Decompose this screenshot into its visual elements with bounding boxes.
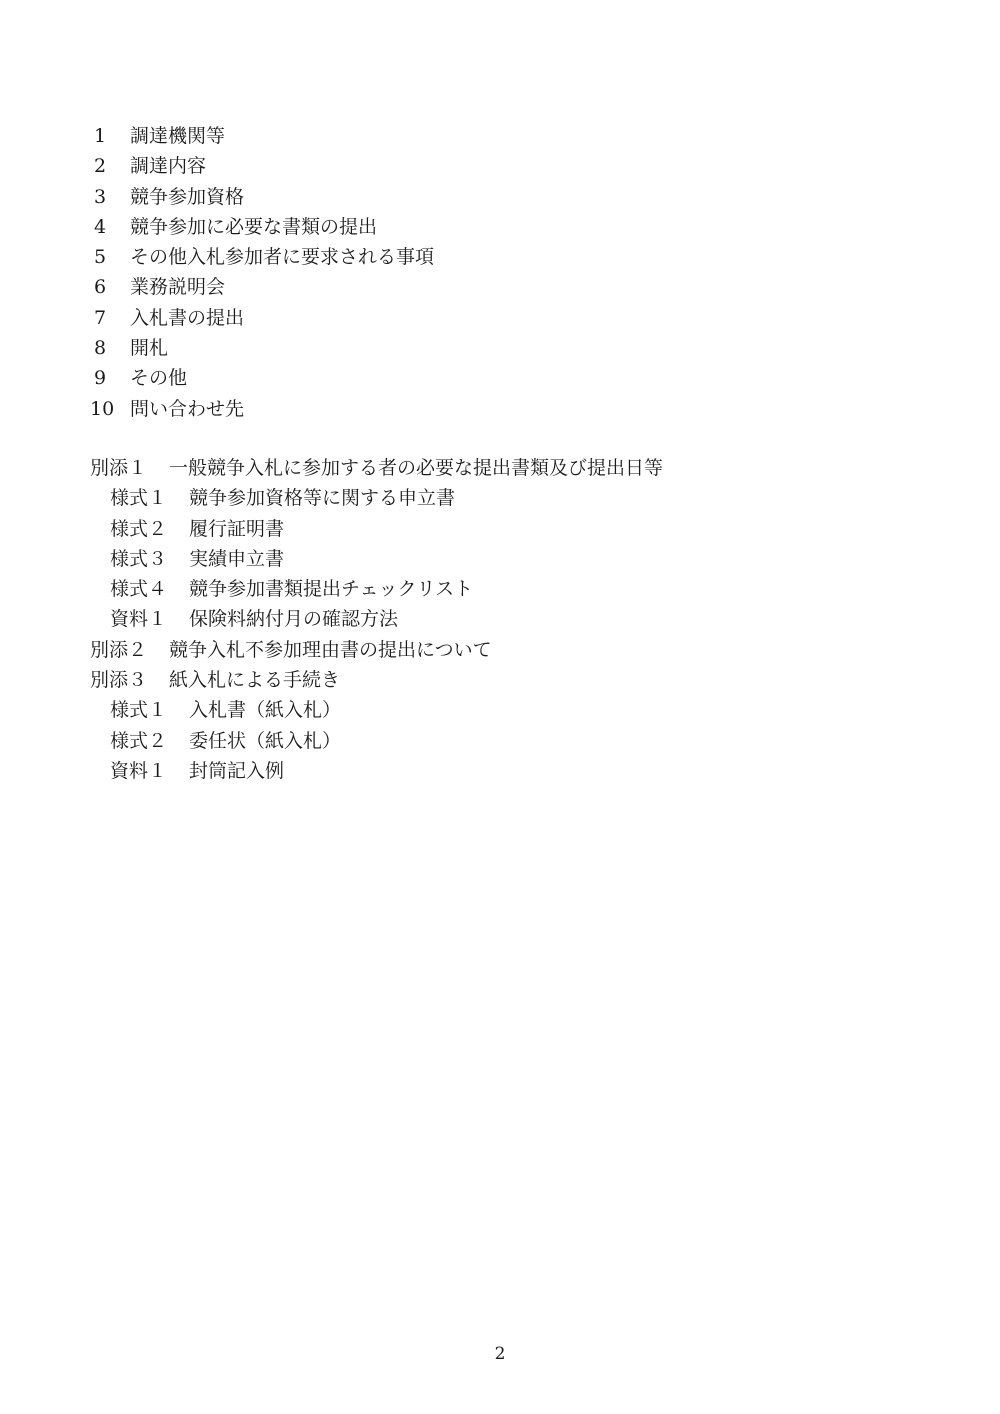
attachment-list: [90, 453, 663, 786]
toc-item: [90, 303, 434, 333]
attachment-row: [90, 483, 663, 513]
toc-label: 競争参加資格: [130, 185, 245, 208]
toc-label: その他: [130, 367, 188, 390]
toc-label: 競争参加に必要な書類の提出: [130, 215, 378, 238]
toc-label: その他入札参加者に要求される事項: [130, 246, 435, 269]
attachment-row: [90, 574, 663, 604]
attachment-row: [90, 665, 663, 695]
attachment-row: [90, 635, 663, 665]
attachment-label: 封筒記入例: [189, 759, 285, 782]
table-of-contents: [90, 121, 434, 424]
attachment-row: [90, 726, 663, 756]
attachment-key: 様式１: [110, 699, 168, 722]
attachment-label: 競争入札不参加理由書の提出について: [169, 638, 492, 661]
attachment-row: [90, 544, 663, 574]
toc-number: 3: [94, 185, 107, 208]
toc-number: 1: [94, 125, 107, 147]
toc-item: [90, 272, 434, 302]
attachment-key: 様式２: [110, 729, 168, 752]
attachment-key: 様式３: [110, 547, 168, 570]
attachment-label: 紙入札による手続き: [169, 669, 341, 692]
attachment-key: 様式４: [110, 578, 168, 601]
toc-number: 10: [90, 397, 115, 420]
attachment-row: [90, 695, 663, 725]
toc-item: [90, 151, 434, 181]
toc-item: [90, 212, 434, 242]
attachment-label: 実績申立書: [189, 547, 285, 570]
toc-item: [90, 394, 434, 424]
page-number: 2: [494, 1344, 506, 1364]
attachment-row: [90, 604, 663, 634]
attachment-row: [90, 514, 663, 544]
toc-item: [90, 333, 434, 363]
toc-label: 調達内容: [130, 155, 207, 178]
toc-label: 調達機関等: [130, 125, 226, 147]
attachment-label: 履行証明書: [189, 517, 285, 540]
toc-label: 入札書の提出: [130, 306, 245, 329]
attachment-key: 様式２: [110, 517, 168, 540]
toc-number: 2: [94, 155, 107, 178]
attachment-key: 別添１: [90, 457, 148, 479]
attachment-key: 資料１: [110, 608, 168, 631]
toc-item: [90, 121, 434, 151]
toc-item: [90, 242, 434, 272]
toc-number: 5: [94, 246, 107, 269]
attachment-row: [90, 453, 663, 483]
attachment-key: 別添２: [90, 638, 148, 661]
toc-item: [90, 363, 434, 393]
attachment-row: [90, 756, 663, 786]
attachment-key: 様式１: [110, 487, 168, 510]
attachment-label: 入札書（紙入札）: [189, 699, 342, 722]
toc-number: 6: [94, 276, 107, 299]
toc-number: 8: [94, 337, 107, 360]
toc-label: 業務説明会: [130, 276, 226, 299]
attachment-label: 競争参加書類提出チェックリスト: [189, 578, 474, 601]
toc-label: 問い合わせ先: [130, 397, 245, 420]
attachment-label: 一般競争入札に参加する者の必要な提出書類及び提出日等: [169, 457, 664, 479]
attachment-label: 競争参加資格等に関する申立書: [189, 487, 456, 510]
attachment-label: 委任状（紙入札）: [189, 729, 342, 752]
toc-number: 4: [94, 215, 107, 238]
toc-number: 9: [94, 367, 107, 390]
attachment-key: 資料１: [110, 759, 168, 782]
attachment-key: 別添３: [90, 669, 148, 692]
toc-item: [90, 182, 434, 212]
toc-label: 開札: [130, 337, 169, 360]
attachment-label: 保険料納付月の確認方法: [189, 608, 399, 631]
toc-number: 7: [94, 306, 107, 329]
